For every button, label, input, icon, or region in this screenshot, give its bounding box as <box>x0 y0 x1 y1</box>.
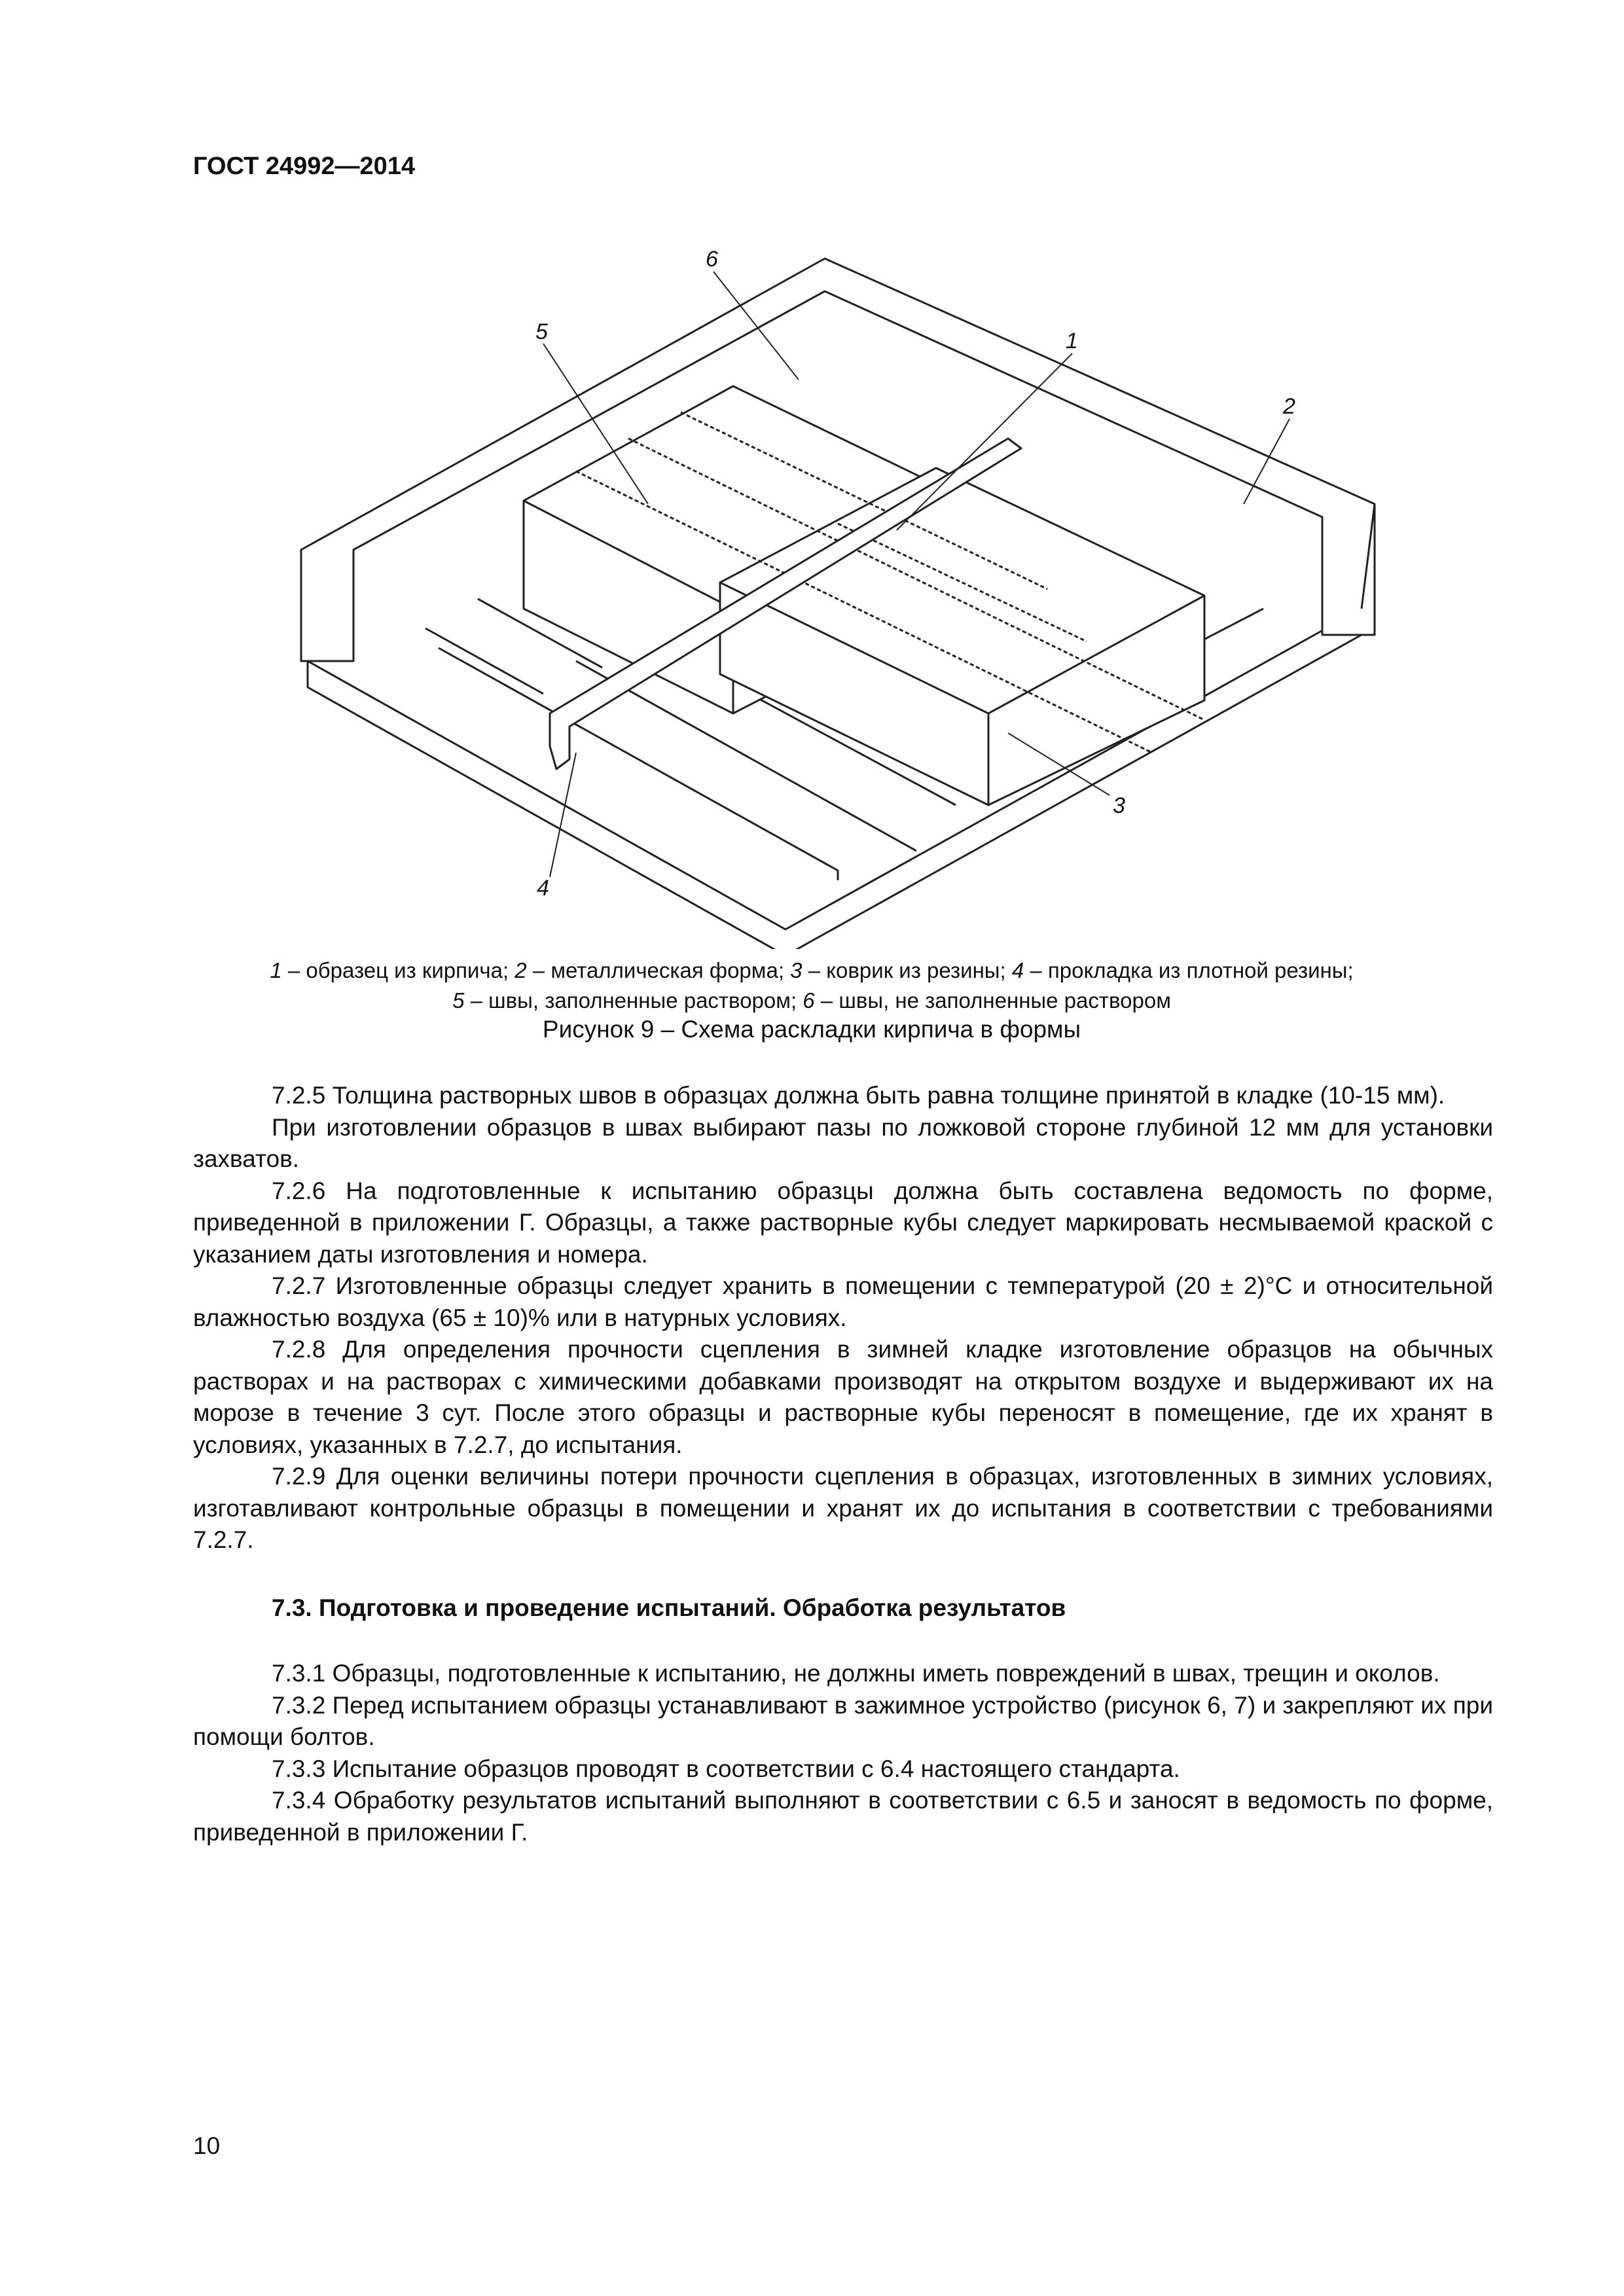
figure-caption: Рисунок 9 – Схема раскладки кирпича в формы <box>542 1016 1081 1043</box>
callout-6: 6 <box>706 247 718 272</box>
document-header: ГОСТ 24992—2014 <box>193 152 416 180</box>
paragraph: 7.2.6 На подготовленные к испытанию образцы должна быть составлена ведомость по форме, приведенной в приложении Г. Образцы, а также растворные кубы следует маркировать несмываемой краской с указанием даты изготовления и номера. <box>193 1177 1493 1268</box>
paragraph: 7.2.9 Для оценки величины потери прочности сцепления в образцах, изготовленных в зимних условиях, изготавливают контрольные образцы в помещении и хранят их до испытания в соответствии с требованиями 7.2.7. <box>193 1463 1493 1553</box>
document-body <box>193 1080 1493 1848</box>
page-number: 10 <box>193 2132 221 2159</box>
figure-legend <box>164 956 1460 1016</box>
brick-layout-diagram <box>262 242 1401 949</box>
callout-5: 5 <box>535 319 548 344</box>
legend-line-1: 1 – образец из кирпича; 2 – металлическая форма; 3 – коврик из резины; 4 – прокладка из плотной резины; <box>270 958 1354 982</box>
callout-2: 2 <box>1283 394 1295 419</box>
paragraph: 7.3.4 Обработку результатов испытаний выполняют в соответствии с 6.5 и заносят в ведомость по форме, приведенной в приложении Г. <box>193 1787 1493 1846</box>
paragraph: При изготовлении образцов в швах выбирают пазы по ложковой стороне глубиной 12 мм для установки захватов. <box>193 1113 1493 1172</box>
section-heading: 7.3. Подготовка и проведение испытаний. Обработка результатов <box>272 1594 1066 1621</box>
callout-3: 3 <box>1113 793 1125 818</box>
legend-line-2: 5 – швы, заполненные раствором; 6 – швы, не заполненные раствором <box>452 988 1171 1013</box>
paragraph: 7.3.3 Испытание образцов проводят в соответствии с 6.4 настоящего стандарта. <box>272 1755 1180 1782</box>
callout-4: 4 <box>537 876 549 901</box>
paragraph: 7.2.8 Для определения прочности сцепления в зимней кладке изготовление образцов на обычных растворах и на растворах с химическими добавками производят на открытом воздухе и выдерживают их на морозе в течение 3 сут. После этого образцы и растворные кубы переносят в помещение, где их хранят в условиях, указанных в 7.2.7, до испытания. <box>193 1336 1493 1458</box>
paragraph: 7.2.7 Изготовленные образцы следует хранить в помещении с температурой (20 ± 2)°С и относительной влажностью воздуха (65 ± 10)% или в натурных условиях. <box>193 1272 1493 1331</box>
callout-1: 1 <box>1066 329 1078 353</box>
paragraph: 7.3.1 Образцы, подготовленные к испытанию, не должны иметь повреждений в швах, трещин и околов. <box>272 1660 1440 1687</box>
paragraph: 7.3.2 Перед испытанием образцы устанавливают в зажимное устройство (рисунок 6, 7) и закрепляют их при помощи болтов. <box>193 1691 1493 1750</box>
paragraph: 7.2.5 Толщина растворных швов в образцах должна быть равна толщине принятой в кладке (10-15 мм). <box>272 1082 1445 1109</box>
